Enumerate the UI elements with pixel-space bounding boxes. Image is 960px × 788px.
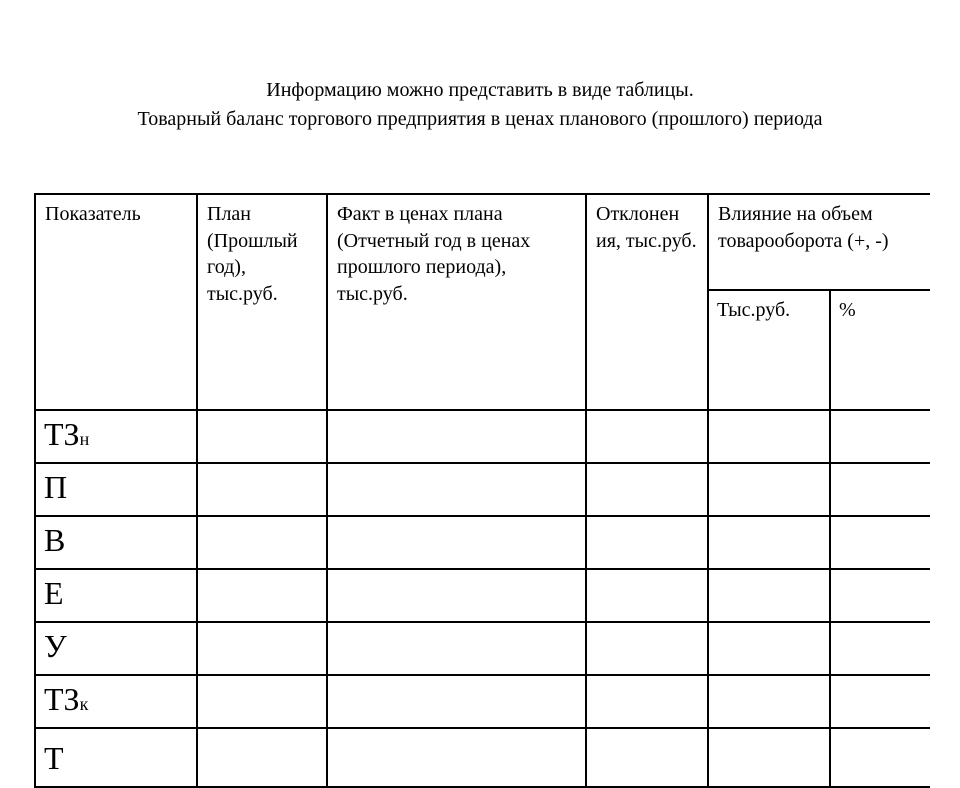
trade-balance-table	[34, 193, 930, 788]
row-label	[35, 410, 197, 463]
cell-influence-rub	[708, 410, 830, 463]
cell-influence-pct	[830, 463, 930, 516]
row-label	[35, 675, 197, 728]
header-influence-pct: %	[830, 290, 930, 410]
cell-fact	[327, 569, 586, 622]
cell-plan	[197, 516, 327, 569]
cell-influence-pct	[830, 410, 930, 463]
cell-deviation	[586, 410, 708, 463]
row-label-text: Т	[44, 740, 64, 776]
cell-fact	[327, 675, 586, 728]
cell-fact	[327, 463, 586, 516]
row-label	[35, 516, 197, 569]
cell-deviation	[586, 463, 708, 516]
cell-influence-rub	[708, 675, 830, 728]
cell-influence-rub	[708, 728, 830, 787]
table-row	[35, 410, 930, 463]
row-label-text: ТЗ	[44, 416, 80, 452]
cell-influence-pct	[830, 728, 930, 787]
cell-plan	[197, 622, 327, 675]
row-label-subscript: к	[79, 694, 89, 714]
cell-deviation	[586, 728, 708, 787]
cell-fact	[327, 622, 586, 675]
cell-plan	[197, 410, 327, 463]
cell-plan	[197, 675, 327, 728]
cell-influence-pct	[830, 569, 930, 622]
cell-influence-rub	[708, 516, 830, 569]
row-label-text: В	[44, 522, 66, 558]
table-row	[35, 569, 930, 622]
header-fact: Факт в ценах плана (Отчетный год в ценах прошлого периода), тыс.руб.	[327, 194, 586, 410]
row-label-text: У	[44, 628, 67, 664]
table-row	[35, 622, 930, 675]
cell-influence-pct	[830, 622, 930, 675]
cell-influence-pct	[830, 516, 930, 569]
row-label	[35, 463, 197, 516]
page-heading	[0, 76, 960, 134]
cell-deviation	[586, 675, 708, 728]
row-label	[35, 569, 197, 622]
header-influence-rub: Тыс.руб.	[708, 290, 830, 410]
header-plan: План (Прошлый год), тыс.руб.	[197, 194, 327, 410]
cell-fact	[327, 516, 586, 569]
cell-influence-rub	[708, 622, 830, 675]
cell-influence-rub	[708, 463, 830, 516]
row-label-text: Е	[44, 575, 64, 611]
header-indicator: Показатель	[35, 194, 197, 410]
header-influence: Влияние на объем товарооборота (+, -)	[708, 194, 930, 290]
cell-plan	[197, 728, 327, 787]
heading-line-1: Информацию можно представить в виде таблицы.	[266, 79, 694, 101]
table-row	[35, 516, 930, 569]
cell-plan	[197, 463, 327, 516]
row-label	[35, 622, 197, 675]
row-label-text: П	[44, 469, 68, 505]
cell-influence-pct	[830, 675, 930, 728]
row-label	[35, 728, 197, 787]
cell-plan	[197, 569, 327, 622]
cell-deviation	[586, 622, 708, 675]
cell-deviation	[586, 569, 708, 622]
cell-deviation	[586, 516, 708, 569]
cell-fact	[327, 410, 586, 463]
table-row	[35, 463, 930, 516]
header-row	[35, 194, 930, 290]
table-row	[35, 728, 930, 787]
row-label-subscript: н	[79, 429, 90, 449]
row-label-text: ТЗ	[44, 681, 80, 717]
heading-line-2: Товарный баланс торгового предприятия в ценах планового (прошлого) периода	[137, 108, 823, 130]
cell-influence-rub	[708, 569, 830, 622]
header-deviation: Отклонен ия, тыс.руб.	[586, 194, 708, 410]
table-row	[35, 675, 930, 728]
cell-fact	[327, 728, 586, 787]
